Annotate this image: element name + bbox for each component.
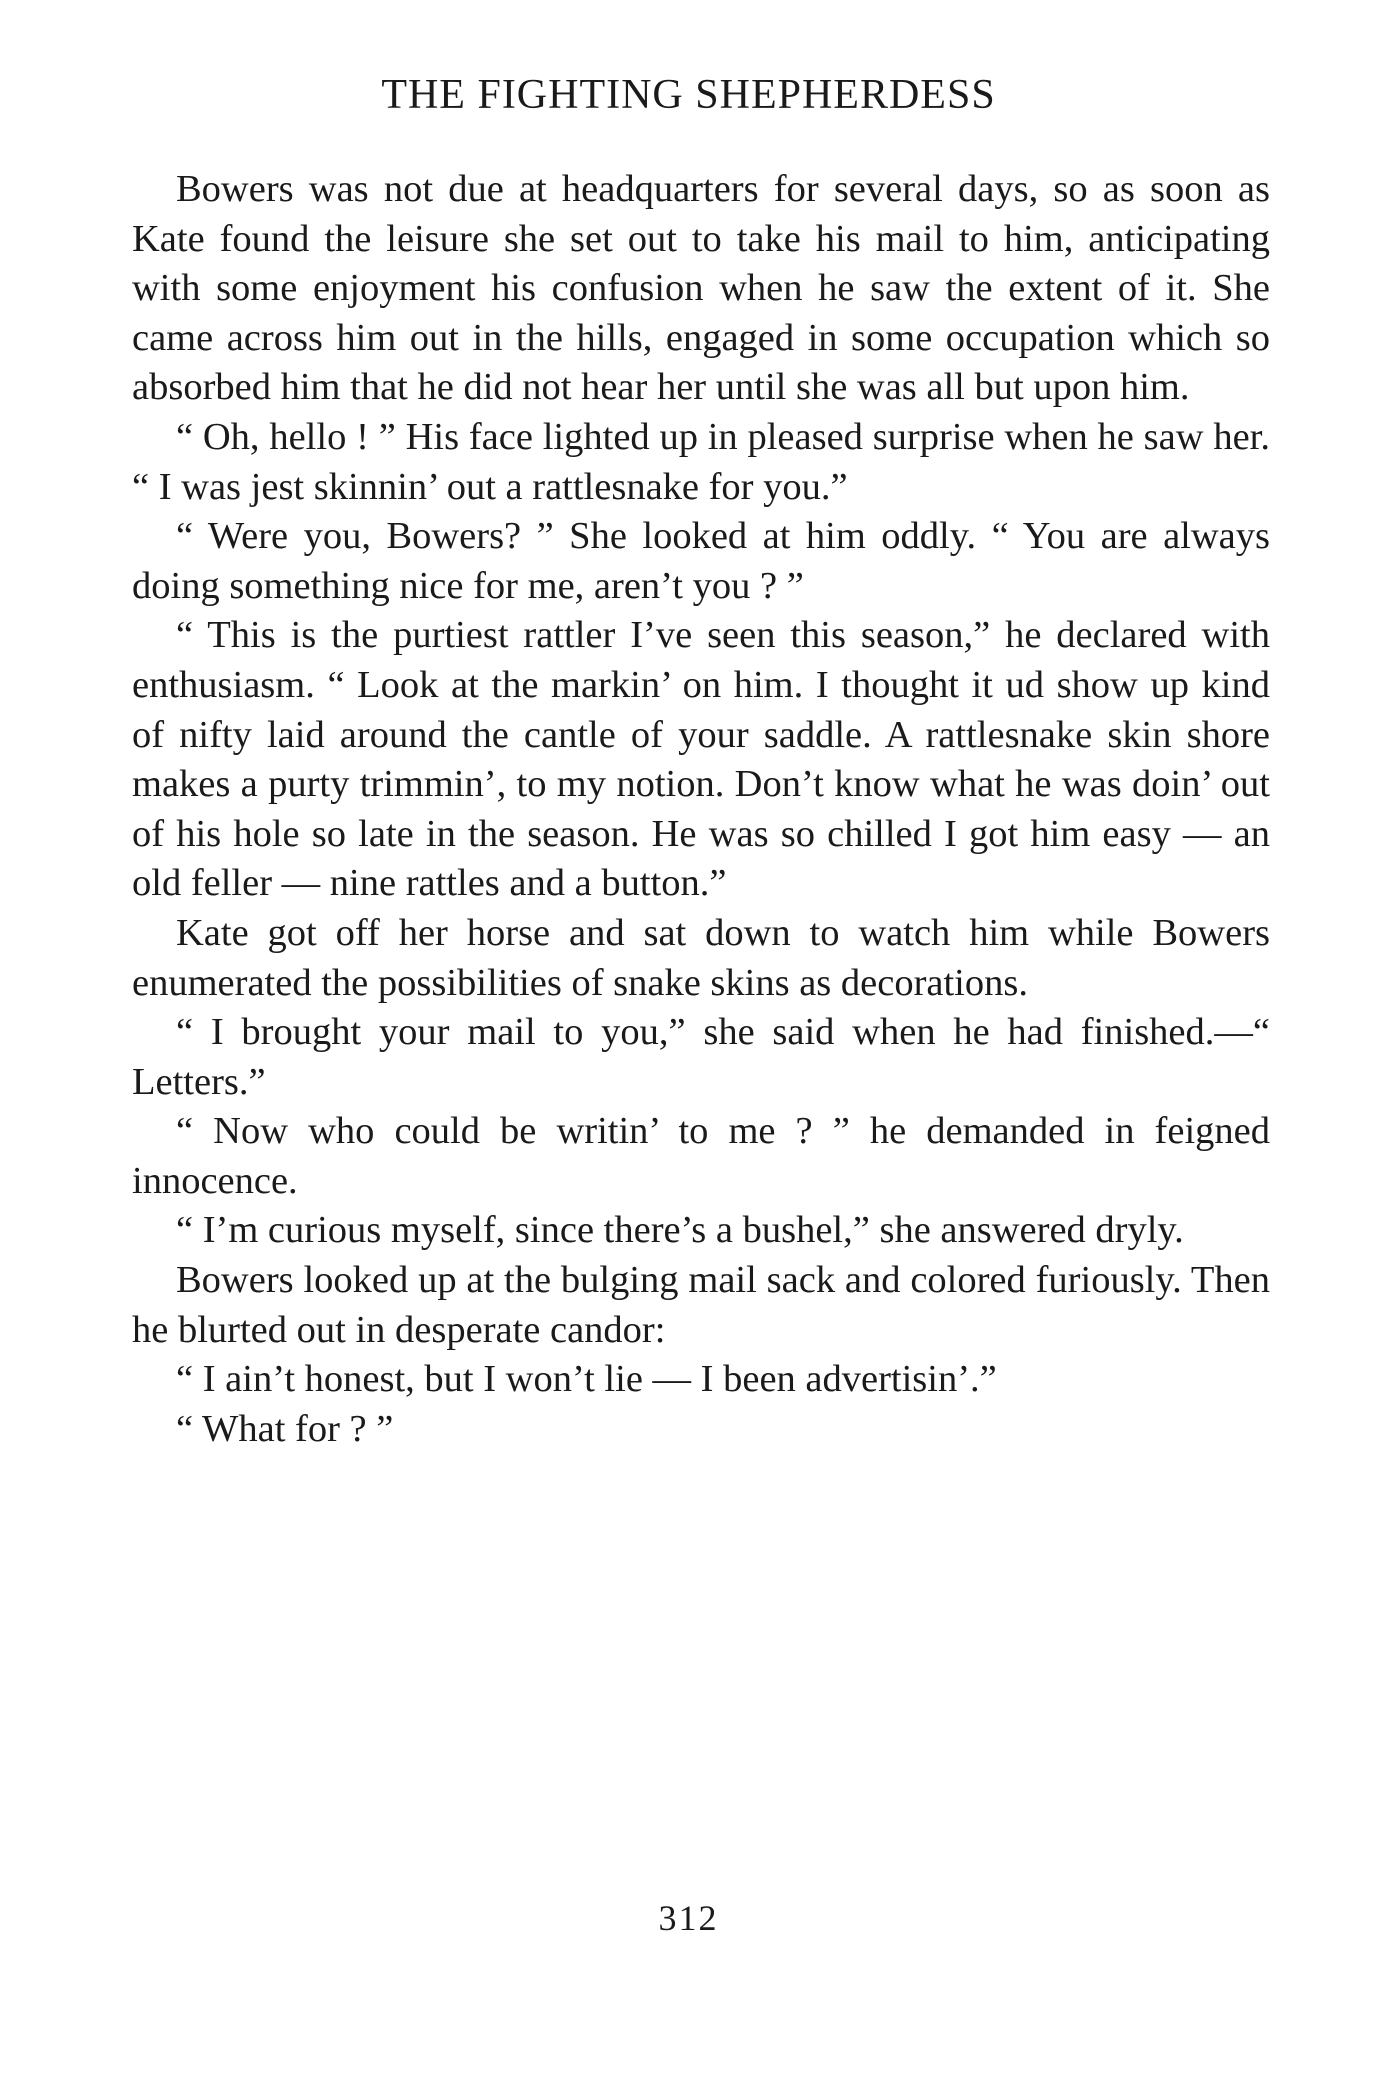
paragraph: “ I brought your mail to you,” she said when he had finished.—“ Letters.” bbox=[132, 1011, 1270, 1103]
paragraph: Bowers was not due at headquarters for several days, so as soon as Kate found the leisure she set out to take his mail to him, anticipating with some enjoyment his confusion when he saw the extent of it. She came across him out in the hills, engaged in some occupation which so absorbed him that he did not hear her until she was all but upon him. bbox=[132, 168, 1270, 409]
paragraph: “ I’m curious myself, since there’s a bushel,” she answered dryly. bbox=[176, 1209, 1184, 1252]
paragraph: “ Oh, hello ! ” His face lighted up in pleased surprise when he saw her. “ I was jest skinnin’ out a rattlesnake for you.” bbox=[132, 415, 1270, 508]
paragraph: “ What for ? ” bbox=[176, 1407, 394, 1450]
paragraph: Bowers looked up at the bulging mail sack and colored furiously. Then he blurted out in desperate candor: bbox=[132, 1259, 1270, 1351]
paragraph: “ Now who could be writin’ to me ? ” he demanded in feigned innocence. bbox=[132, 1110, 1270, 1202]
running-head: THE FIGHTING SHEPHERDESS bbox=[381, 72, 996, 118]
body-text bbox=[132, 165, 1270, 1454]
paragraph: “ Were you, Bowers? ” She looked at him oddly. “ You are always doing something nice for me, aren’t you ? ” bbox=[132, 515, 1270, 607]
paragraph: “ This is the purtiest rattler I’ve seen this season,” he declared with enthusiasm. “ Look at the markin’ on him. I thought it ud show up kind of nifty laid around the cantle of your saddle. A rattlesnake skin shore makes a purty trimmin’, to my notion. Don’t know what he was doin’ out of his hole so late in the season. He was so chilled I got him easy — an old feller — nine rattles and a button.” bbox=[132, 614, 1270, 905]
paragraph: Kate got off her horse and sat down to watch him while Bowers enumerated the possibilities of snake skins as decorations. bbox=[132, 911, 1270, 1004]
page-number: 312 bbox=[658, 1898, 719, 1938]
paragraph: “ I ain’t honest, but I won’t lie — I been advertisin’.” bbox=[176, 1358, 997, 1401]
